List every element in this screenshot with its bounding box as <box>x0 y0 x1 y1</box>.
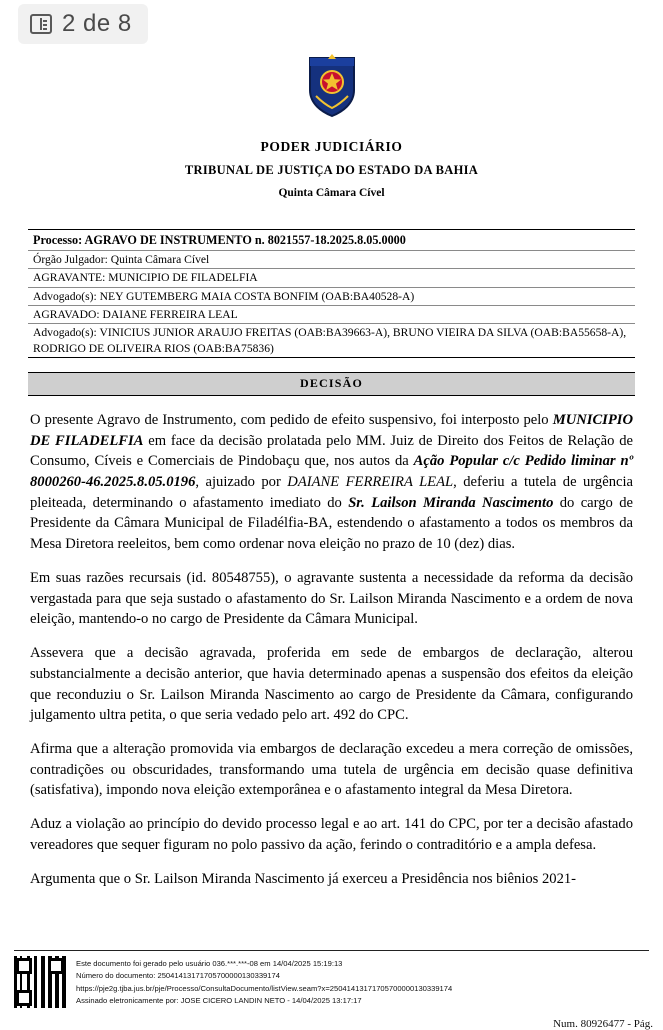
footer-line-signature: Assinado eletronicamente por: JOSE CICERO LANDIN NETO - 14/04/2025 13:17:17 <box>76 995 362 1005</box>
footer-page-number: Num. 80926477 - Pág. <box>553 1018 653 1030</box>
table-row: Advogado(s): NEY GUTEMBERG MAIA COSTA BONFIM (OAB:BA40528-A) <box>28 288 635 306</box>
paragraph-6: Argumenta que o Sr. Lailson Miranda Nascimento já exerceu a Presidência nos biênios 2021- <box>30 870 577 887</box>
p1-s8: Sr. Lailson Miranda Nascimento <box>348 494 554 511</box>
emblem-container <box>0 52 663 123</box>
table-row: AGRAVADO: DAIANE FERREIRA LEAL <box>28 306 635 324</box>
table-row: AGRAVANTE: MUNICIPIO DE FILADELFIA <box>28 269 635 287</box>
paragraph-4: Afirma que a alteração promovida via embargos de declaração excedeu a mera correção de omissões, contradições ou obscuridades, transformando uma tutela de urgência em decisão quase definitiva (satisfativa), impondo nova eleição extemporânea e o afastamento integral da Mesa Diretora. <box>30 740 633 799</box>
p1-s2: MUNICIPIO DE FILADELFIA <box>30 411 633 449</box>
footer-metadata <box>76 956 452 1007</box>
header-line-poder-judiciario: PODER JUDICIÁRIO <box>260 139 403 154</box>
paragraph-5: Aduz a violação ao princípio do devido processo legal e ao art. 141 do CPC, por ter a decisão afastado vereadores que sequer figuram no polo passivo da ação, ferindo o contraditório e a ampla defesa. <box>30 816 633 853</box>
footer-line-document-number: Número do documento: 25041413171705700000130339174 <box>76 971 280 981</box>
p1-s7: , deferiu a tutela de urgência pleiteada, determinando o afastamento imediato do <box>30 474 634 511</box>
table-row: Órgão Julgador: Quinta Câmara Cível <box>28 251 635 269</box>
decision-section-header: DECISÃO <box>28 372 635 396</box>
p1-s4: Ação Popular c/c Pedido liminar nº 8000260-46.2025.8.05.0196 <box>30 453 633 491</box>
p1-s9: do cargo de Presidente da Câmara Municipal de Filadélfia-BA, estendendo o afastamento a todos os membros da Mesa Diretora reeleitos, bem como ordenar nova eleição no prazo de 10 (dez) dias. <box>30 494 633 553</box>
header-line-camara: Quinta Câmara Cível <box>278 187 385 199</box>
brasao-bahia-icon <box>304 52 360 123</box>
decision-body <box>30 410 633 889</box>
process-info-table <box>28 229 635 358</box>
p1-s6: DAIANE FERREIRA LEAL <box>287 474 454 491</box>
table-row: Advogado(s): VINICIUS JUNIOR ARAUJO FREITAS (OAB:BA39663-A), BRUNO VIEIRA DA SILVA (OAB:BA55658-A), RODRIGO DE OLIVEIRA RIOS (OAB:BA75836) <box>33 326 627 355</box>
p1-s1: O presente Agravo de Instrumento, com pedido de efeito suspensivo, foi interposto pelo <box>30 411 553 428</box>
page-indicator-label: 2 de 8 <box>62 10 132 37</box>
document-footer <box>0 950 663 1030</box>
footer-line-url[interactable]: https://pje2g.tjba.jus.br/pje/Processo/ConsultaDocumento/listView.seam?x=25041413171705700000130339174 <box>76 983 453 993</box>
footer-line-generated: Este documento foi gerado pelo usuário 036.***.***-08 em 14/04/2025 15:19:13 <box>76 959 343 968</box>
paragraph-1 <box>30 410 633 555</box>
paragraph-3: Assevera que a decisão agravada, proferida em sede de embargos de declaração, alterou substancialmente a decisão anterior, que havia determinado apenas a suspensão dos efeitos da eleição que reconduziu o Sr. Lailson Miranda Nascimento ao cargo de Presidente da Câmara, configurando julgamento ultra petita, o que seria vedado pelo art. 492 do CPC. <box>30 645 633 724</box>
paragraph-2: Em suas razões recursais (id. 80548755), o agravante sustenta a necessidade da reforma da decisão vergastada para que seja sustado o afastamento do Sr. Lailson Miranda Nascimento e a ordem de nova eleição, mantendo-o no cargo de Presidente da Câmara Municipal. <box>30 569 633 628</box>
table-row: Processo: AGRAVO DE INSTRUMENTO n. 8021557-18.2025.8.05.0000 <box>28 230 635 251</box>
p1-s5: , ajuizado por <box>195 474 288 491</box>
header-line-tribunal: TRIBUNAL DE JUSTIÇA DO ESTADO DA BAHIA <box>184 163 479 177</box>
p1-s3: em face da decisão prolatada pelo MM. Juiz de Direito dos Feitos de Relação de Consumo, Cíveis e Comerciais de Pindobaçu que, nos autos da <box>30 432 633 470</box>
court-header <box>0 139 663 199</box>
qr-code-icon <box>14 956 66 1008</box>
